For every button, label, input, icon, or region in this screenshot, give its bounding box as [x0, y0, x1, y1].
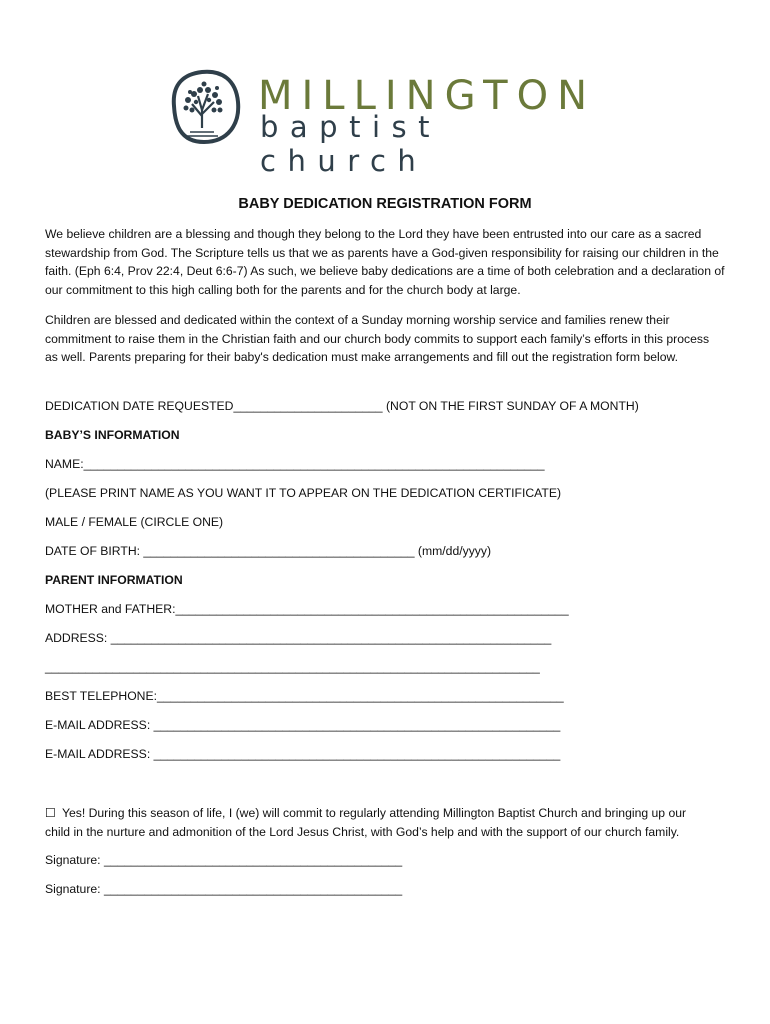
dedication-date-field[interactable]: DEDICATION DATE REQUESTED______________________ (NOT ON THE FIRST SUNDAY OF A MONTH)	[45, 399, 639, 413]
baby-name-field[interactable]: NAME:____________________________________________________________________	[45, 457, 545, 471]
email-field-1[interactable]: E-MAIL ADDRESS: ____________________________________________________________	[45, 718, 561, 732]
telephone-field[interactable]: BEST TELEPHONE:____________________________________________________________	[45, 689, 564, 703]
form-title: BABY DEDICATION REGISTRATION FORM	[238, 196, 532, 212]
church-name: MILLINGTON	[258, 73, 597, 119]
parents-name-field[interactable]: MOTHER and FATHER:__________________________________________________________	[45, 602, 569, 616]
parent-info-heading: PARENT INFORMATION	[45, 573, 183, 587]
tree-emblem-icon	[162, 66, 242, 146]
signature-field-1[interactable]: Signature: ____________________________________________	[45, 853, 403, 867]
commitment-statement	[45, 805, 686, 821]
commitment-checkbox[interactable]: ☐	[45, 806, 56, 820]
intro-paragraph-2: Children are blessed and dedicated within the context of a Sunday morning worship service and families renew their commitment to raise them in the Christian faith and our church body commits to support each family’s efforts in this process as well. Parents preparing for their baby's dedication must make arrangements and fill out the registration form below.	[45, 313, 710, 365]
date-of-birth-field[interactable]: DATE OF BIRTH: ________________________________________ (mm/dd/yyyy)	[45, 544, 492, 558]
baby-info-heading: BABY’S INFORMATION	[45, 428, 180, 442]
intro-paragraph-1: We believe children are a blessing and though they belong to the Lord they have been entrusted into our care as a sacred stewardship from God. The Scripture tells us that we as parents have a God-given responsibility for raising our children in the faith. (Eph 6:4, Prov 22:4, Deut 6:6-7) As such, we believe baby dedications are a time of both celebration and a declaration of our commitment to this high calling both for the parents and for the church body at large.	[45, 227, 725, 298]
church-logo	[162, 66, 602, 178]
print-name-note: (PLEASE PRINT NAME AS YOU WANT IT TO APPEAR ON THE DEDICATION CERTIFICATE)	[45, 486, 562, 500]
email-field-2[interactable]: E-MAIL ADDRESS: ____________________________________________________________	[45, 747, 561, 761]
address-field[interactable]: ADDRESS: _________________________________________________________________	[45, 631, 552, 645]
commitment-text-line-1: Yes! During this season of life, I (we) will commit to regularly attending Millington Baptist Church and bringing up our	[61, 806, 687, 820]
signature-field-2[interactable]: Signature: ____________________________________________	[45, 882, 403, 896]
church-subtitle: baptist church	[260, 110, 441, 178]
gender-selection[interactable]: MALE / FEMALE (CIRCLE ONE)	[45, 515, 224, 529]
commitment-text-line-2: child in the nurture and admonition of the Lord Jesus Christ, with God’s help and with the support of our church family.	[45, 825, 680, 839]
address-field-line-2[interactable]: _________________________________________________________________________	[45, 660, 540, 674]
